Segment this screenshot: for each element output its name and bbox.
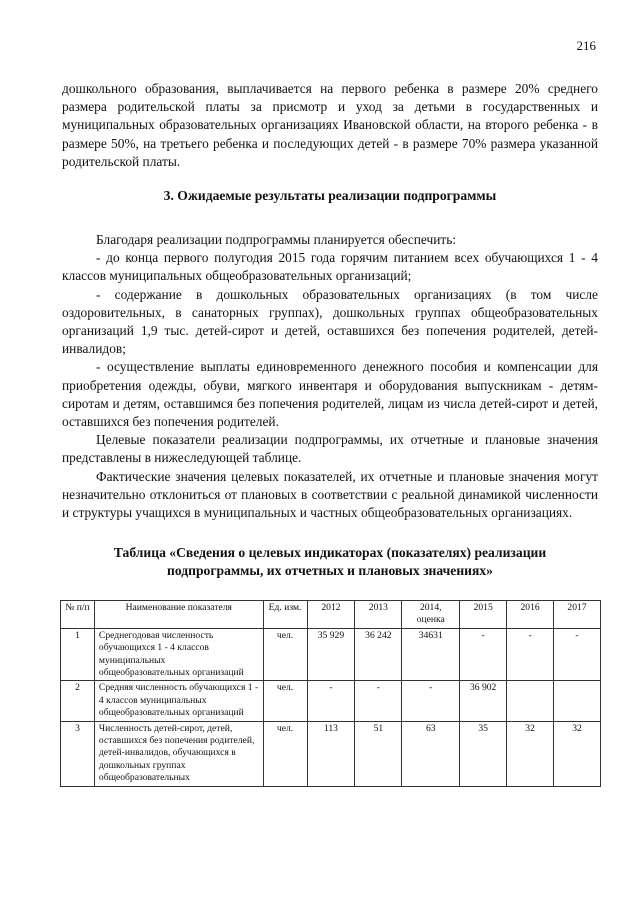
- table-header-row: [61, 601, 601, 629]
- cell-name: Средняя численность обучающихся 1 - 4 классов муниципальных общеобразовательных организаций: [94, 681, 263, 721]
- cell-name: Численность детей-сирот, детей, оставшихся без попечения родителей, детей-инвалидов, обучающихся в дошкольных группах общеобразовательных: [94, 721, 263, 786]
- cell-2014: 34631: [402, 628, 460, 681]
- header-name: Наименование показателя: [94, 601, 263, 629]
- cell-2016: 32: [507, 721, 554, 786]
- header-2017: 2017: [554, 601, 601, 629]
- paragraph: Фактические значения целевых показателей, их отчетные и плановые значения могут незначительно отклониться от плановых в соответствии с реальной динамикой численности и структуры учащихся в муниципальных и частных общеобразовательных организациях.: [62, 468, 598, 521]
- cell-unit: чел.: [263, 721, 307, 786]
- cell-num: 3: [61, 721, 95, 786]
- cell-2015: 35: [460, 721, 507, 786]
- results-text: [62, 231, 598, 522]
- header-2014: 2014, оценка: [402, 601, 460, 629]
- cell-num: 1: [61, 628, 95, 681]
- cell-2013: 51: [355, 721, 402, 786]
- cell-unit: чел.: [263, 628, 307, 681]
- cell-2014: -: [402, 681, 460, 721]
- cell-2012: 35 929: [307, 628, 355, 681]
- page-number: 216: [576, 38, 596, 53]
- table-row: [61, 628, 601, 681]
- header-num: № п/п: [61, 601, 95, 629]
- cell-2017: -: [554, 628, 601, 681]
- cell-unit: чел.: [263, 681, 307, 721]
- cell-2017: 32: [554, 721, 601, 786]
- header-unit: Ед. изм.: [263, 601, 307, 629]
- paragraph: - до конца первого полугодия 2015 года горячим питанием всех обучающихся 1 - 4 классов муниципальных общеобразовательных организаций;: [62, 250, 598, 284]
- cell-2013: 36 242: [355, 628, 402, 681]
- cell-num: 2: [61, 681, 95, 721]
- cell-2014: 63: [402, 721, 460, 786]
- cell-2016: [507, 681, 554, 721]
- paragraph: - содержание в дошкольных образовательных организациях (в том числе оздоровительных, в санаторных группах), дошкольных группах общеобразовательных организаций 1,9 тыс. детей-сирот и детей, оставшихся без попечения родителей, детей-инвалидов;: [62, 286, 598, 357]
- cell-2012: 113: [307, 721, 355, 786]
- header-2012: 2012: [307, 601, 355, 629]
- cell-2016: -: [507, 628, 554, 681]
- cell-2015: 36 902: [460, 681, 507, 721]
- section-heading: 3. Ожидаемые результаты реализации подпрограммы: [163, 188, 497, 203]
- intro-paragraph: дошкольного образования, выплачивается на первого ребенка в размере 20% среднего размера родительской платы за присмотр и уход за детьми в государственных и муниципальных образовательных организациях Ивановской области, на второго ребенка - в размере 50%, на третьего ребенка и последующих детей - в размере 70% размера указанной родительской платы.: [62, 81, 598, 169]
- table-row: [61, 721, 601, 786]
- cell-2017: [554, 681, 601, 721]
- cell-2015: -: [460, 628, 507, 681]
- table-title-line: Таблица «Сведения о целевых индикаторах (показателях) реализации: [113, 545, 547, 560]
- cell-2013: -: [355, 681, 402, 721]
- table-row: [61, 681, 601, 721]
- paragraph: Благодаря реализации подпрограммы планируется обеспечить:: [96, 232, 457, 247]
- table-title: [62, 544, 598, 580]
- cell-2012: -: [307, 681, 355, 721]
- paragraph: Целевые показатели реализации подпрограммы, их отчетные и плановые значения представлены в нижеследующей таблице.: [62, 432, 598, 466]
- indicators-table: [60, 600, 601, 787]
- header-2013: 2013: [355, 601, 402, 629]
- paragraph: - осуществление выплаты единовременного денежного пособия и компенсации для приобретения одежды, обуви, мягкого инвентаря и оборудования выпускникам - детям-сиротам и детям, оставшимся без попечения родителей, лицам из числа детей-сирот и детей, оставшихся без попечения родителей.: [62, 359, 598, 430]
- header-2016: 2016: [507, 601, 554, 629]
- table-title-line: подпрограммы, их отчетных и плановых значениях»: [167, 563, 493, 578]
- header-2015: 2015: [460, 601, 507, 629]
- cell-name: Среднегодовая численность обучающихся 1 - 4 классов муниципальных общеобразовательных организаций: [94, 628, 263, 681]
